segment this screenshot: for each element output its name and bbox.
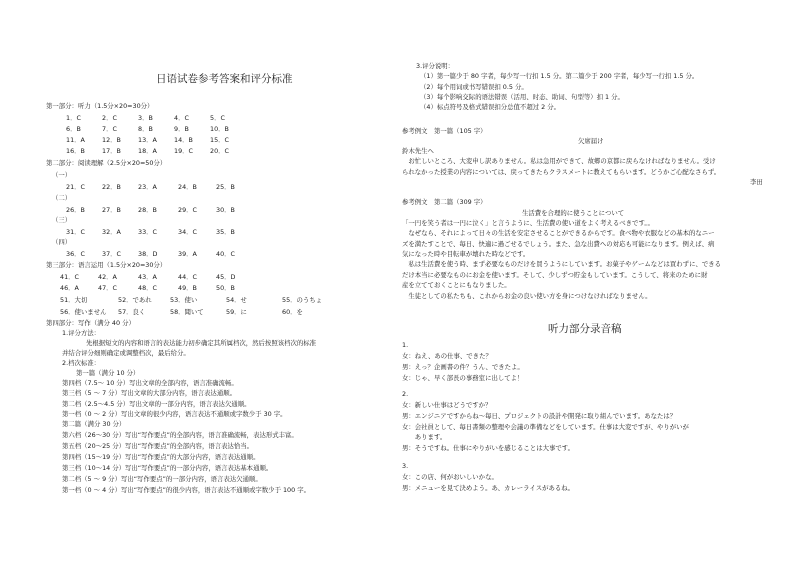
answer: 38．D [138, 250, 158, 258]
answer: 32．A [102, 228, 121, 236]
example2-line: なぜなら、それによって日々の生活を安定させることができるからです。食べ物や衣服などの基本的なニー [402, 229, 715, 237]
answer: 9．B [174, 125, 189, 133]
answer: 31．C [66, 228, 85, 236]
answer: 27．B [102, 206, 121, 214]
scoring-note: （1）第一篇少于 80 字者，每少写一行扣 1.5 分。第二篇少于 200 字者，每少写一行扣 1.5 分。 [420, 72, 699, 80]
dialogue-line: 女：この店、何がおいしいかな。 [402, 473, 498, 481]
grade-line: 第二档（5 ～ 9 分）写出“写作要点”的一部分内容，语言表达欠通顺。 [62, 475, 262, 483]
dialogue-line: 女：ねえ、あの仕事、できた？ [402, 352, 492, 360]
answer: 58．聞いて [170, 308, 204, 316]
answer: 44．C [178, 273, 197, 281]
answer: 55．のうちょ [282, 296, 323, 304]
example2-line: 産を立てておくことにもなりました。 [402, 281, 511, 289]
answer: 4．C [174, 114, 189, 122]
example1-addressee: 鈴木先生へ [402, 147, 434, 155]
grade-line: 第一档（0 ～ 2 分）写出文章的很少内容，语言表达不通顺或字数少于 30 字。 [62, 410, 287, 418]
answer: 56．使いません [60, 308, 107, 316]
answer: 42．A [98, 273, 117, 281]
example1-body: お忙しいところ、大変申し訳ありません。私は急用ができて、故郷の京都に戻らなければなりません。受け [402, 157, 716, 165]
dialogue-line: 女：じゃ、早く部長の事務室に出してよ！ [402, 374, 524, 382]
answer: 18．A [138, 147, 157, 155]
answer: 12．B [102, 136, 121, 144]
answer: 28．B [138, 206, 157, 214]
scoring-note: （4）标点符号及格式错误扣分总值不超过 2 分。 [420, 103, 561, 111]
answer: 8．B [138, 125, 153, 133]
example2-title: 生活費を合理的に使うことについて [522, 209, 625, 217]
answer: 17．B [102, 147, 121, 155]
answer: 13．A [138, 136, 157, 144]
group-label: （二） [52, 194, 72, 202]
dialogue-line: 男：そうですね。仕事にやりがいを感じることは大事です。 [402, 444, 575, 452]
answer: 21．C [66, 183, 85, 191]
answer: 34．C [178, 228, 197, 236]
answer: 46．A [60, 284, 79, 292]
answer: 39．A [178, 250, 197, 258]
dialogue-line: 女：新しい仕事はどうですか？ [402, 401, 492, 409]
answer: 2．C [102, 114, 117, 122]
answer: 54．せ [226, 296, 247, 304]
answer: 22．B [102, 183, 121, 191]
grade-line: 第二档（2.5～4.5 分）写出文章的一部分内容，语言表达欠通顺。 [62, 400, 251, 408]
part1-heading: 第一部分：听力（1.5分×20=30分） [46, 102, 154, 110]
answer: 11．A [66, 136, 85, 144]
part4-heading: 第四部分：写作（满分 40 分） [46, 319, 135, 327]
dialogue-number: 1. [402, 341, 409, 349]
example2-line: ズを満たすことで、毎日、快適に過ごせるでしょう。また、急な出費への対応も可能になります。例えば、病 [402, 240, 715, 248]
dialogue-number: 2. [402, 390, 409, 398]
dialogue-number: 3. [402, 462, 409, 470]
scoring-notes-heading: 3.评分说明： [416, 62, 455, 70]
answer: 53．使い [170, 296, 198, 304]
example1-signature: 李田 [750, 178, 763, 186]
answer: 26．B [66, 206, 85, 214]
answer: 7．C [102, 125, 117, 133]
example2-line: だけ本当に必要なものにお金を使います。そして、少しずつ貯金もしています。こうして、将来のために財 [402, 271, 708, 279]
grade-line: 第四档（15～19 分）写出“写作要点”的大部分内容，语言表达通顺。 [62, 453, 260, 461]
example1-body: られなかった授業の内容については、戻ってきたらクラスメートに教えてもらいます。どうかご心配なさらず。 [402, 168, 721, 176]
scoring-method-text: 并结合评分细则确定或调整档次，最后给分。 [62, 349, 190, 357]
grade-line: 第一档（0 ～ 4 分）写出“写作要点”的很少内容，语言表达不通顺或字数少于 100 字。 [62, 486, 310, 494]
answer: 45．D [216, 273, 236, 281]
dialogue-line: 男：エンジニアですからね～毎日、プロジェクトの設計や開発に取り組んでいます。あなたは？ [402, 412, 677, 420]
answer: 3．B [138, 114, 153, 122]
answer: 57．良く [118, 308, 146, 316]
essay2-heading: 第二篇（满分 30 分） [62, 420, 126, 428]
example1-heading: 参考例文 第一篇（105 字） [402, 127, 487, 135]
page-title: 日语试卷参考答案和评分标准 [156, 73, 293, 85]
example2-line: 私は生活費を使う時、まず必要なものだけを買うようにしています。お菓子やゲームなどは買わずに、できる [402, 260, 722, 268]
answer: 50．B [216, 284, 235, 292]
example2-line: 気になった時や目転車が壊れた時などです。 [402, 250, 530, 258]
answer: 48．C [138, 284, 157, 292]
grade-standards-heading: 2.档次标准： [62, 359, 101, 367]
answer: 6．B [66, 125, 81, 133]
example2-line: 生徒としての私たちも、これからお金の良い使い方を身につけなければなりません。 [402, 292, 652, 300]
part3-heading: 第三部分：语言运用（1.5分×20=30分） [46, 261, 167, 269]
answer: 40．C [216, 250, 235, 258]
grade-line: 第三档（10～14 分）写出“写作要点”的一部分内容，语言表达基本通顺。 [62, 464, 273, 472]
group-label: （四） [52, 238, 72, 246]
answer: 47．C [98, 284, 117, 292]
answer: 24．B [178, 183, 197, 191]
answer: 29．C [178, 206, 197, 214]
example2-heading: 参考例文 第二篇（309 字） [402, 198, 487, 206]
scoring-note: （3）每个影响交际的语法错误（活用、时态、助词、句型等）扣 1 分。 [420, 93, 624, 101]
grade-line: 第五档（20～25 分）写出“写作要点”的全部内容，语言表达恰当。 [62, 442, 254, 450]
listening-script-title: 听力部分录音稿 [548, 323, 622, 335]
answer: 20．C [210, 147, 229, 155]
dialogue-line: 女：会社員として、毎日書類の整理や会議の準備などをしています。仕事は大変ですが、やりがいが [402, 423, 689, 431]
answer: 49．B [178, 284, 197, 292]
scoring-method-heading: 1.评分方法： [62, 329, 101, 337]
group-label: （三） [52, 216, 72, 224]
example2-line: 「一円を笑う者は一円に泣く」と言うように、生活費の使い道をよく考えるべきです。。 [402, 219, 654, 227]
answer: 25．B [216, 183, 235, 191]
grade-line: 第三档（5 ～ 7 分）写出文章的大部分内容，语言表达通顺。 [62, 389, 236, 397]
answer: 10．B [210, 125, 229, 133]
group-label: （一） [52, 171, 72, 179]
answer: 1．C [66, 114, 81, 122]
answer: 33．C [138, 228, 157, 236]
answer: 5．C [210, 114, 225, 122]
answer: 52．であれ [118, 296, 152, 304]
example1-title: 欠席届け [578, 137, 604, 145]
scoring-note: （2）每个用词或书写错误扣 0.5 分。 [420, 83, 528, 91]
grade-line: 第四档（7.5～ 10 分）写出文章的全部内容，语言准确流畅。 [62, 379, 238, 387]
answer: 19．C [174, 147, 193, 155]
answer: 23．A [138, 183, 157, 191]
answer: 43．A [138, 273, 157, 281]
dialogue-line: あります。 [402, 433, 447, 441]
answer: 60．を [282, 308, 303, 316]
essay1-heading: 第一篇（满分 10 分） [76, 369, 140, 377]
answer: 35．B [216, 228, 235, 236]
answer: 16．B [66, 147, 85, 155]
part2-heading: 第二部分：阅读理解（2.5分×20=50分） [46, 159, 167, 167]
grade-line: 第六档（26～30 分）写出“写作要点”的全部内容，语言准确流畅，表达形式丰富。 [62, 431, 298, 439]
answer: 59．に [226, 308, 247, 316]
answer: 41．C [60, 273, 79, 281]
answer: 15．C [210, 136, 229, 144]
answer: 51．大切 [60, 296, 88, 304]
scoring-method-text: 先根据短文的内容和语言的表达能力初步确定其所属档次，然后按照该档次的标准 [86, 339, 317, 347]
answer: 37．C [102, 250, 121, 258]
answer: 36．C [66, 250, 85, 258]
answer: 14．B [174, 136, 193, 144]
dialogue-line: 男：メニューを見て決めよう。あ、カレーライスがあるね。 [402, 484, 575, 492]
answer: 30．B [216, 206, 235, 214]
dialogue-line: 男：えっ？企画書の件？うん、できたよ。 [402, 363, 524, 371]
